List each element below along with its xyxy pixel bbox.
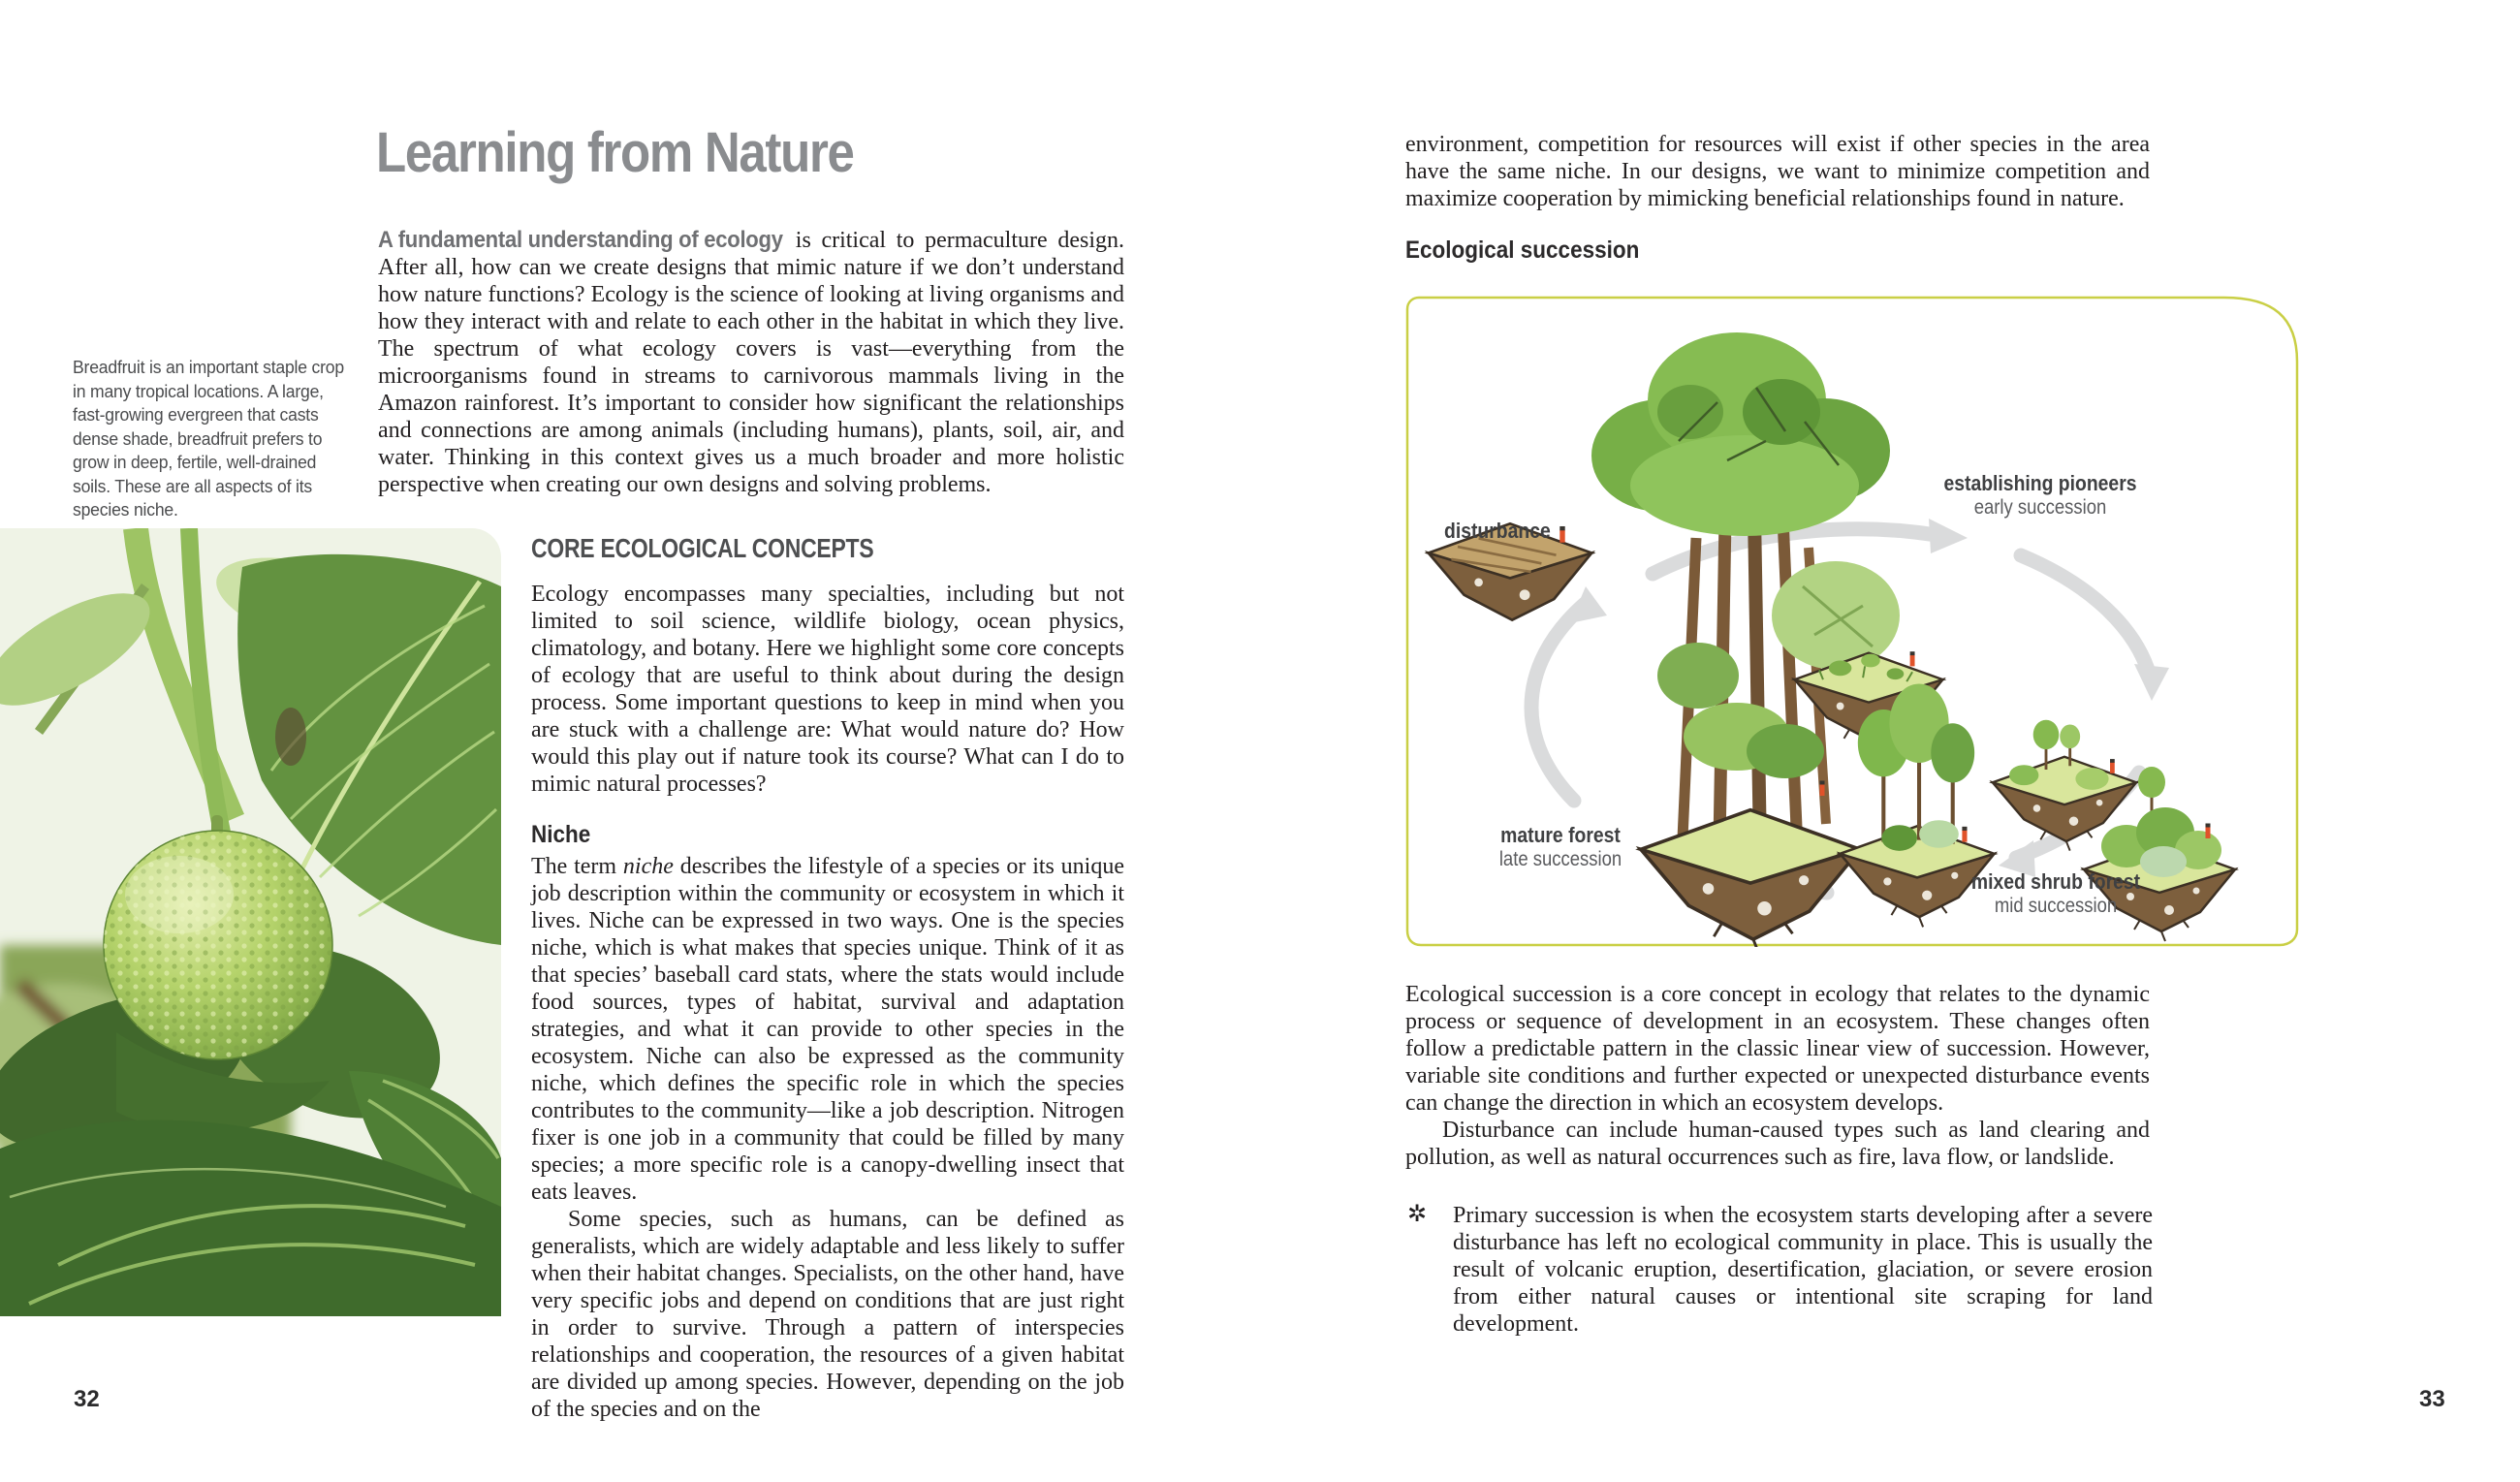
label-pioneers-sub: early succession bbox=[1973, 496, 2107, 519]
label-shrub-title: mixed shrub forest bbox=[1970, 869, 2141, 894]
right-intro-paragraph: environment, competition for resources will exist if other species in the area have the same niche. In our designs, we want to minimize competition and maximize cooperation by mimicking beneficial relationships found in nature. bbox=[1405, 132, 2150, 211]
succession-paragraph-1: Ecological succession is a core concept in ecology that relates to the dynamic process or sequence of development in an ecosystem. These changes often follow a predictable pattern in the classic linear view of succession. However, variable site conditions and further expected or unexpected disturbance events can change the direction in which an ecosystem develops. bbox=[1405, 982, 2150, 1116]
page-title: Learning from Nature bbox=[376, 121, 854, 184]
succession-paragraph-2: Disturbance can include human-caused types such as land clearing and pollution, as well as natural occurrences such as fire, lava flow, or landslide. bbox=[1405, 1118, 2150, 1170]
ecological-succession-heading: Ecological succession bbox=[1405, 236, 1640, 264]
niche-heading: Niche bbox=[531, 821, 591, 848]
intro-body-text: is critical to permaculture design. After all, how can we create designs that mimic nature if we don’t understand how nature functions? Ecology is the science of looking at living organisms and how they interact with and relate to each other in the habitat in which they live. The spectrum of what ecology covers is vast—everything from the microorganisms found in streams to carnivorous mammals living in the Amazon rainforest. It’s important to consider how significant the relationships and connections are among animals (including humans), plants, soil, air, and water. Thinking in this context gives us a much broader and more holistic perspective when creating our own designs and solving problems. bbox=[378, 228, 1124, 497]
primary-succession-bullet bbox=[1407, 1202, 2156, 1338]
page-number-right: 33 bbox=[2419, 1386, 2445, 1412]
core-concepts-body: Ecology encompasses many specialties, including but not limited to soil science, wildlife biology, ocean physics, climatology, and botany. Here we highlight some core concepts of ecology that are useful to think about during the design process. Some important questions to keep in mind when you are stuck with a challenge are: What would nature do? How would this play out if nature took its course? What can I do to mimic natural processes? bbox=[531, 582, 1124, 797]
succession-diagram bbox=[1405, 296, 2299, 947]
intro-paragraph bbox=[378, 227, 1124, 498]
label-mature-forest bbox=[1445, 823, 1676, 871]
intro-lead-in: A fundamental understanding of ecology bbox=[378, 227, 783, 253]
asterisk-bullet-icon: ✲ bbox=[1407, 1200, 1428, 1227]
label-disturbance: disturbance bbox=[1444, 519, 1551, 543]
photo-caption: Breadfruit is an important staple crop in many tropical locations. A large, fast-growing evergreen that casts dense shade, breadfruit prefers to grow in deep, fertile, well-drained soils. These are all aspects of its species niche. bbox=[73, 357, 344, 520]
label-mixed-shrub-forest bbox=[1940, 869, 2171, 918]
label-pioneers-title: establishing pioneers bbox=[1943, 471, 2137, 495]
niche-p1-before: The term bbox=[531, 854, 623, 879]
label-mature-sub: late succession bbox=[1498, 848, 1622, 870]
page-number-left: 32 bbox=[74, 1386, 100, 1412]
niche-paragraph-2: Some species, such as humans, can be defined as generalists, which are widely adaptable and less likely to suffer when their habitat changes. Specialists, on the other hand, have very specific jobs and depend on conditions that are just right in order to survive. Through a pattern of interspecies relationships and cooperation, the resources of a given habitat are divided up among species. However, depending on the job of the species and on the bbox=[531, 1207, 1124, 1422]
niche-paragraph-1 bbox=[531, 853, 1124, 1206]
core-concepts-heading: CORE ECOLOGICAL CONCEPTS bbox=[531, 533, 874, 563]
label-shrub-sub: mid succession bbox=[1994, 895, 2118, 917]
niche-p1-after: describes the lifestyle of a species or its unique job description within the community or ecosystem in which it lives. Niche can be expressed in two ways. One is the species niche, which is what makes that species unique. Think of it as that species’ baseball card stats, where the stats would include food sources, types of habitat, survival and adaptation strategies, and what it can provide to other species in the ecosystem. Niche can also be expressed as the community niche, which defines the specific role in which the species contributes to the community—like a job description. Nitrogen fixer is one job in a community that could be filled by many species; a more specific role is a canopy-dwelling insect that eats leaves. bbox=[531, 854, 1124, 1205]
label-mature-title: mature forest bbox=[1500, 823, 1621, 847]
primary-succession-text: Primary succession is when the ecosystem starts developing after a severe disturbance has left no ecological community in place. This is usually the result of volcanic eruption, desertification, glaciation, or severe erosion from either natural causes or intentional site scraping for land development. bbox=[1453, 1203, 2153, 1337]
succession-text bbox=[1405, 981, 2150, 1171]
breadfruit-photo bbox=[0, 528, 501, 1316]
label-establishing-pioneers bbox=[1925, 471, 2156, 520]
niche-italic-term: niche bbox=[622, 854, 674, 879]
core-concepts-section bbox=[531, 533, 1124, 1423]
